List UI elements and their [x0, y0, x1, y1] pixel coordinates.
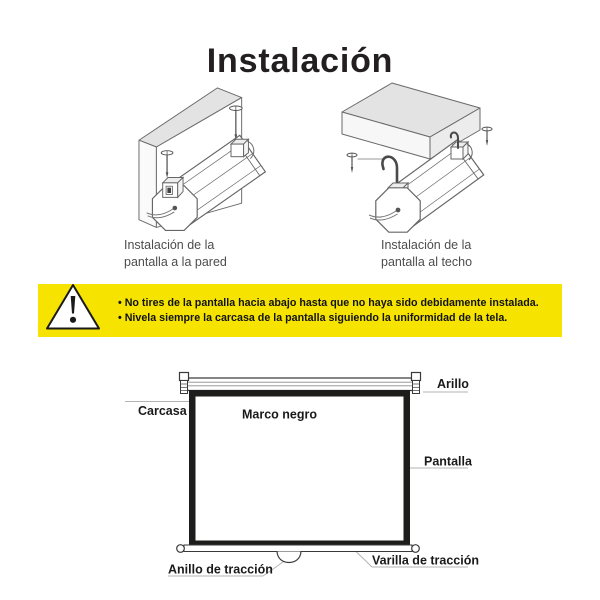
traction-rod [184, 545, 412, 552]
ceiling-installation-illustration [330, 80, 510, 240]
rod-end-right [412, 545, 420, 553]
label-arillo: Arillo [437, 377, 469, 391]
roller-bracket-left [163, 178, 183, 198]
screw-icon [347, 153, 357, 173]
ceiling-caption-line1: Instalación de la [381, 238, 472, 252]
rod-end-left [177, 545, 185, 553]
warning-bullet-1: • No tires de la pantalla hacia abajo hasta que no haya sido debidamente instalada. [118, 297, 539, 309]
screen-parts-diagram [0, 355, 600, 600]
label-varilla-traccion: Varilla de tracción [372, 553, 479, 568]
ceiling-caption-line2: pantalla al techo [381, 254, 473, 269]
label-anillo-traccion: Anillo de tracción [168, 562, 273, 577]
label-pantalla: Pantalla [424, 454, 472, 469]
warning-text [118, 284, 558, 337]
label-marco-negro: Marco negro [242, 407, 318, 422]
traction-ring [277, 552, 301, 563]
screen-casing [187, 378, 414, 391]
hook-icon [382, 157, 397, 184]
wall-installation-illustration [100, 85, 300, 240]
warning-triangle-icon [44, 283, 102, 333]
hanging-ring-left [180, 373, 189, 394]
hanging-ring-right [412, 373, 421, 394]
wall-caption-line2: pantalla a la pared [124, 254, 227, 269]
ceiling-caption [381, 237, 472, 270]
label-carcasa: Carcasa [138, 404, 187, 418]
warning-bullet-2: • Nivela siempre la carcasa de la pantalla siguiendo la uniformidad de la tela. [118, 312, 508, 324]
screw-icon [482, 127, 492, 146]
wall-caption [124, 237, 227, 270]
wall-caption-line1: Instalación de la [124, 238, 215, 252]
page-title: Instalación [206, 41, 394, 80]
warning-banner [38, 284, 562, 337]
